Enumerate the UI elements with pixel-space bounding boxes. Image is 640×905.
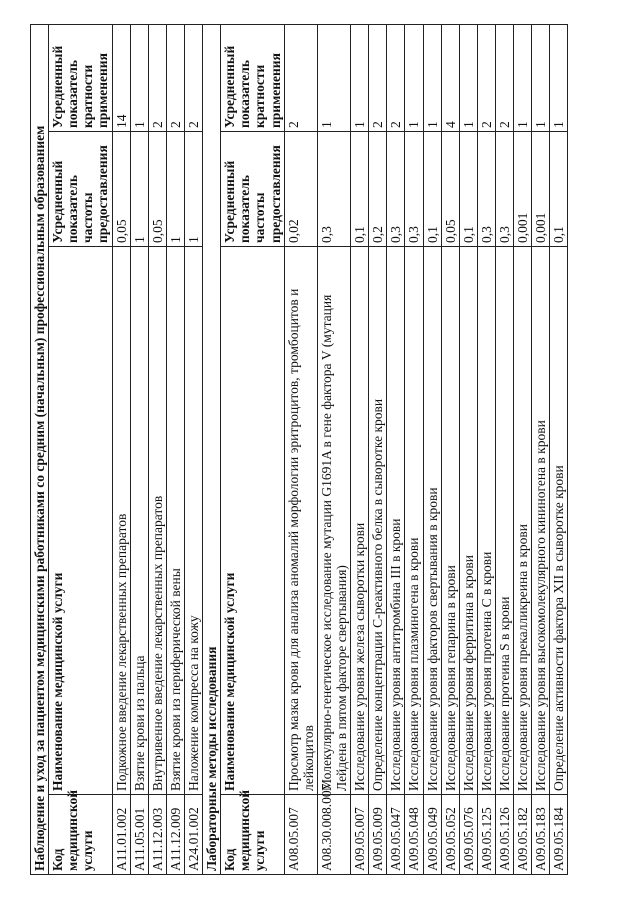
frequency-value: 0,1 (423, 132, 441, 247)
header-row (221, 24, 284, 874)
table-row (423, 24, 441, 874)
service-name: Подкожное введение лекарственных препаратов (112, 247, 130, 795)
frequency-value: 0,1 (351, 132, 369, 247)
multiplicity-value: 2 (166, 24, 184, 131)
table-row (284, 24, 317, 874)
service-code: A09.05.007 (351, 795, 369, 875)
header-code: Код медицинской услуги (49, 795, 112, 875)
table-row (532, 24, 550, 874)
service-name: Взятие крови из пальца (130, 247, 148, 795)
multiplicity-value: 1 (351, 24, 369, 131)
frequency-value: 0,05 (148, 132, 166, 247)
service-code: A09.05.009 (369, 795, 387, 875)
multiplicity-value: 1 (130, 24, 148, 131)
multiplicity-value: 2 (184, 24, 202, 131)
table-row (148, 24, 166, 874)
header-code: Код медицинской услуги (221, 795, 284, 875)
table-row (317, 24, 350, 874)
service-name: Исследование протеина S в крови (495, 247, 513, 795)
service-code: A09.05.052 (441, 795, 459, 875)
frequency-value: 0,3 (477, 132, 495, 247)
table-row (112, 24, 130, 874)
service-code: A09.05.047 (387, 795, 405, 875)
service-code: A11.12.009 (166, 795, 184, 875)
service-name: Взятие крови из периферической вены (166, 247, 184, 795)
service-name: Определение концентрации C-реактивного белка в сыворотке крови (369, 247, 387, 795)
service-name: Исследование уровня ферритина в крови (459, 247, 477, 795)
multiplicity-value: 1 (550, 24, 568, 131)
service-code: A09.05.183 (532, 795, 550, 875)
table-row (441, 24, 459, 874)
header-frequency: Усредненный показатель частоты предоставления (221, 132, 284, 247)
table-row (351, 24, 369, 874)
service-code: A09.05.184 (550, 795, 568, 875)
frequency-value: 0,3 (387, 132, 405, 247)
table-row (387, 24, 405, 874)
table-row (405, 24, 423, 874)
service-name: Определение активности фактора XII в сыворотке крови (550, 247, 568, 795)
multiplicity-value: 4 (441, 24, 459, 131)
frequency-value: 0,05 (441, 132, 459, 247)
service-code: A09.05.048 (405, 795, 423, 875)
frequency-value: 0,3 (405, 132, 423, 247)
section-title: Лабораторные методы исследования (203, 24, 221, 874)
frequency-value: 1 (166, 132, 184, 247)
frequency-value: 0,1 (459, 132, 477, 247)
service-code: A24.01.002 (184, 795, 202, 875)
table-row (459, 24, 477, 874)
frequency-value: 1 (184, 132, 202, 247)
table-row (550, 24, 568, 874)
frequency-value: 0,001 (514, 132, 532, 247)
service-name: Исследование уровня плазминогена в крови (405, 247, 423, 795)
service-name: Просмотр мазка крови для анализа аномалий морфологии эритроцитов, тромбоцитов и лейкоцитов (284, 247, 317, 795)
service-code: A11.12.003 (148, 795, 166, 875)
header-multiplicity: Усредненный показатель кратности применения (49, 24, 112, 131)
services-table (30, 24, 568, 875)
frequency-value: 0,2 (369, 132, 387, 247)
header-name: Наименование медицинской услуги (221, 247, 284, 795)
table-row (166, 24, 184, 874)
service-name: Исследование уровня антитромбина III в крови (387, 247, 405, 795)
frequency-value: 0,1 (550, 132, 568, 247)
frequency-value: 0,3 (317, 132, 350, 247)
multiplicity-value: 2 (477, 24, 495, 131)
multiplicity-value: 2 (387, 24, 405, 131)
multiplicity-value: 14 (112, 24, 130, 131)
service-code: A11.05.001 (130, 795, 148, 875)
header-row (49, 24, 112, 874)
multiplicity-value: 1 (317, 24, 350, 131)
multiplicity-value: 1 (514, 24, 532, 131)
table-row (369, 24, 387, 874)
frequency-value: 0,02 (284, 132, 317, 247)
frequency-value: 0,3 (495, 132, 513, 247)
service-name: Исследование уровня факторов свертывания в крови (423, 247, 441, 795)
document-page (30, 25, 605, 875)
service-name: Исследование уровня железа сыворотки крови (351, 247, 369, 795)
service-name: Внутривенное введение лекарственных препаратов (148, 247, 166, 795)
service-name: Исследование уровня прекалликреина в крови (514, 247, 532, 795)
table-title: Наблюдение и уход за пациентом медицинскими работниками со средним (начальным) профессиональным образованием (31, 24, 49, 874)
service-code: A08.05.007 (284, 795, 317, 875)
frequency-value: 0,05 (112, 132, 130, 247)
table-row (184, 24, 202, 874)
service-name: Молекулярно-генетическое исследование мутации G1691A в гене фактора V (мутация Лейдена в пятом факторе свертывания) (317, 247, 350, 795)
header-name: Наименование медицинской услуги (49, 247, 112, 795)
table-row (514, 24, 532, 874)
frequency-value: 0,001 (532, 132, 550, 247)
service-code: A09.05.182 (514, 795, 532, 875)
multiplicity-value: 2 (148, 24, 166, 131)
multiplicity-value: 2 (369, 24, 387, 131)
service-name: Исследование уровня протеина C в крови (477, 247, 495, 795)
header-multiplicity: Усредненный показатель кратности применения (221, 24, 284, 131)
service-name: Исследование уровня высокомолекулярного кининогена в крови (532, 247, 550, 795)
multiplicity-value: 1 (459, 24, 477, 131)
header-frequency: Усредненный показатель частоты предоставления (49, 132, 112, 247)
table-row (477, 24, 495, 874)
service-name: Исследование уровня гепарина в крови (441, 247, 459, 795)
service-name: Наложение компресса на кожу (184, 247, 202, 795)
service-code: A09.05.126 (495, 795, 513, 875)
service-code: A09.05.125 (477, 795, 495, 875)
table-row (130, 24, 148, 874)
multiplicity-value: 2 (284, 24, 317, 131)
service-code: A11.01.002 (112, 795, 130, 875)
service-code: A09.05.076 (459, 795, 477, 875)
service-code: A08.30.008.007 (317, 795, 350, 875)
multiplicity-value: 1 (423, 24, 441, 131)
multiplicity-value: 1 (532, 24, 550, 131)
service-code: A09.05.049 (423, 795, 441, 875)
table-row (495, 24, 513, 874)
frequency-value: 1 (130, 132, 148, 247)
multiplicity-value: 2 (495, 24, 513, 131)
multiplicity-value: 1 (405, 24, 423, 131)
